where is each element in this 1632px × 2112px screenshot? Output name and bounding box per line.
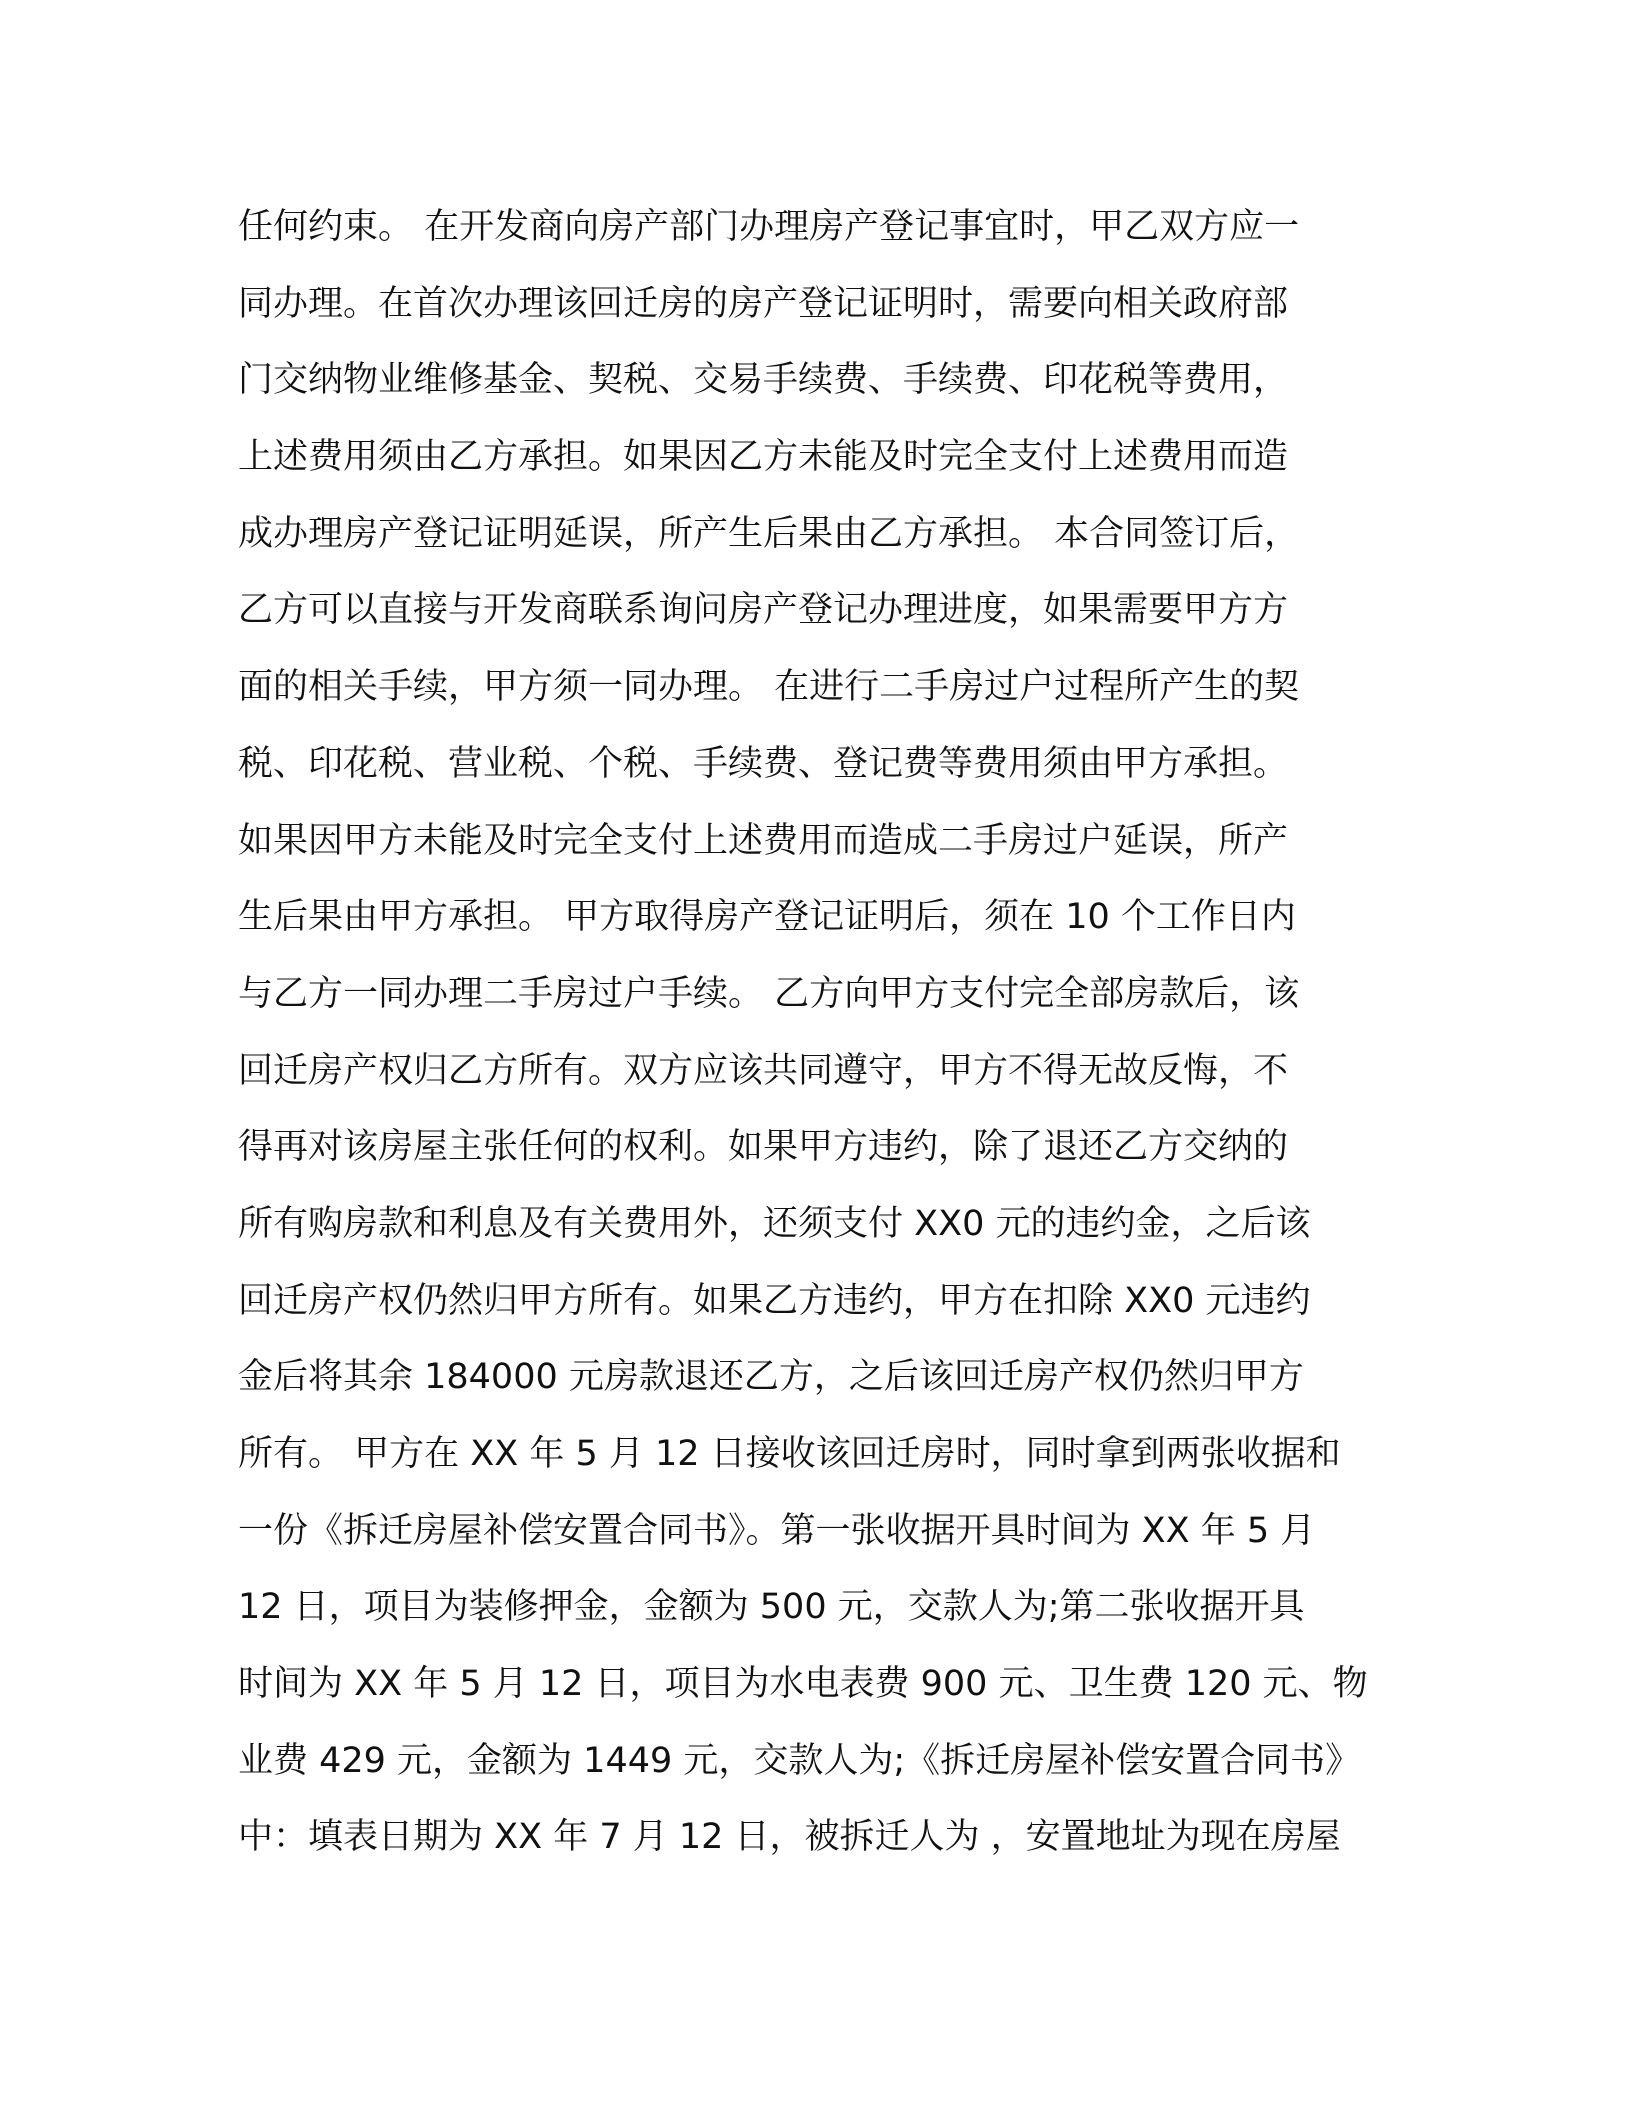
text-line-1: 任何约束。 在开发商向房产部门办理房产登记事宜时，甲乙双方应一 — [238, 207, 1300, 247]
text-line-15: 回迁房产权仍然归甲方所有。如果乙方违约，甲方在扣除 XX0 元违约 — [238, 1280, 1311, 1321]
text-line-6: 乙方可以直接与开发商联系询问房产登记办理进度，如果需要甲方方 — [238, 590, 1289, 631]
text-line-21: 业费 429 元，金额为 1449 元，交款人为;《拆迁房屋补偿安置合同书》 — [238, 1740, 1361, 1781]
text-line-17: 所有。 甲方在 XX 年 5 月 12 日接收该回迁房时，同时拿到两张收据和 — [238, 1434, 1341, 1474]
text-line-11: 与乙方一同办理二手房过户手续。 乙方向甲方支付完全部房款后，该 — [238, 973, 1300, 1014]
text-line-8: 税、印花税、营业税、个税、手续费、登记费等费用须由甲方承担。 — [238, 743, 1289, 784]
text-line-3: 门交纳物业维修基金、契税、交易手续费、手续费、印花税等费用， — [238, 360, 1289, 401]
text-line-20: 时间为 XX 年 5 月 12 日，项目为水电表费 900 元、卫生费 120 元、物 — [238, 1664, 1368, 1705]
text-line-12: 回迁房产权归乙方所有。双方应该共同遵守，甲方不得无故反悔，不 — [238, 1050, 1289, 1091]
text-line-22: 中：填表日期为 XX 年 7 月 12 日，被拆迁人为 ，安置地址为现在房屋 — [238, 1817, 1341, 1858]
text-line-14: 所有购房款和利息及有关费用外，还须支付 XX0 元的违约金，之后该 — [238, 1203, 1311, 1244]
contract-body-text — [238, 189, 1398, 1876]
text-line-18: 一份《拆迁房屋补偿安置合同书》。第一张收据开具时间为 XX 年 5 月 — [238, 1510, 1316, 1551]
text-line-5: 成办理房产登记证明延误，所产生后果由乙方承担。 本合同签订后， — [238, 513, 1300, 554]
text-line-19: 12 日，项目为装修押金，金额为 500 元，交款人为;第二张收据开具 — [238, 1587, 1305, 1628]
text-line-7: 面的相关手续，甲方须一同办理。 在进行二手房过户过程所产生的契 — [238, 667, 1300, 708]
text-line-10: 生后果由甲方承担。 甲方取得房产登记证明后，须在 10 个工作日内 — [238, 897, 1296, 938]
text-line-4: 上述费用须由乙方承担。如果因乙方未能及时完全支付上述费用而造 — [238, 437, 1289, 478]
text-line-13: 得再对该房屋主张任何的权利。如果甲方违约，除了退还乙方交纳的 — [238, 1127, 1289, 1168]
text-line-16: 金后将其余 184000 元房款退还乙方，之后该回迁房产权仍然归甲方 — [238, 1357, 1304, 1398]
text-line-2: 同办理。在首次办理该回迁房的房产登记证明时，需要向相关政府部 — [238, 283, 1289, 324]
text-line-9: 如果因甲方未能及时完全支付上述费用而造成二手房过户延误，所产 — [238, 820, 1289, 861]
